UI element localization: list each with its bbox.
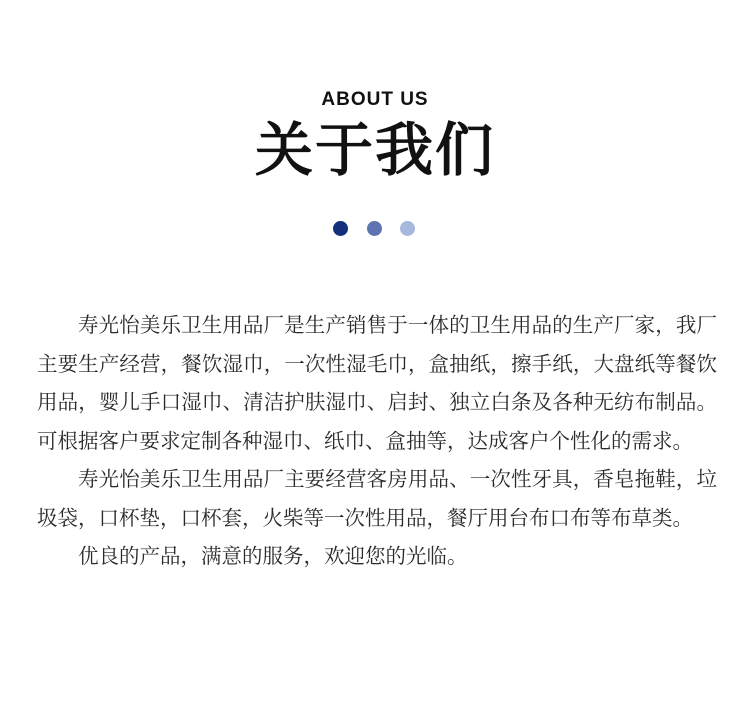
dot-light-icon — [400, 221, 415, 236]
paragraph-hotel-supplies: 寿光怡美乐卫生用品厂主要经营客房用品、一次性牙具，香皂拖鞋，垃圾袋，口杯垫，口杯套，火柴等一次性用品，餐厅用台布口布等布草类。 — [37, 467, 717, 530]
dot-medium-icon — [367, 221, 382, 236]
section-title: 关于我们 — [254, 116, 495, 184]
paragraph-company-intro: 寿光怡美乐卫生用品厂是生产销售于一体的卫生用品的生产厂家，我厂主要生产经营，餐饮湿巾，一次性湿毛巾，盒抽纸，擦手纸，大盘纸等餐饮用品，婴儿手口湿巾、清洁护肤湿巾、启封、独立白条及各种无纺布制品。可根据客户要求定制各种湿巾、纸巾、盒抽等，达成客户个性化的需求。 — [37, 313, 717, 453]
decorative-dots — [333, 221, 423, 237]
section-subtitle: ABOUT US — [321, 89, 429, 110]
paragraph-welcome: 优良的产品，满意的服务，欢迎您的光临。 — [78, 544, 468, 568]
about-description — [37, 306, 717, 576]
dot-dark-icon — [333, 221, 348, 236]
